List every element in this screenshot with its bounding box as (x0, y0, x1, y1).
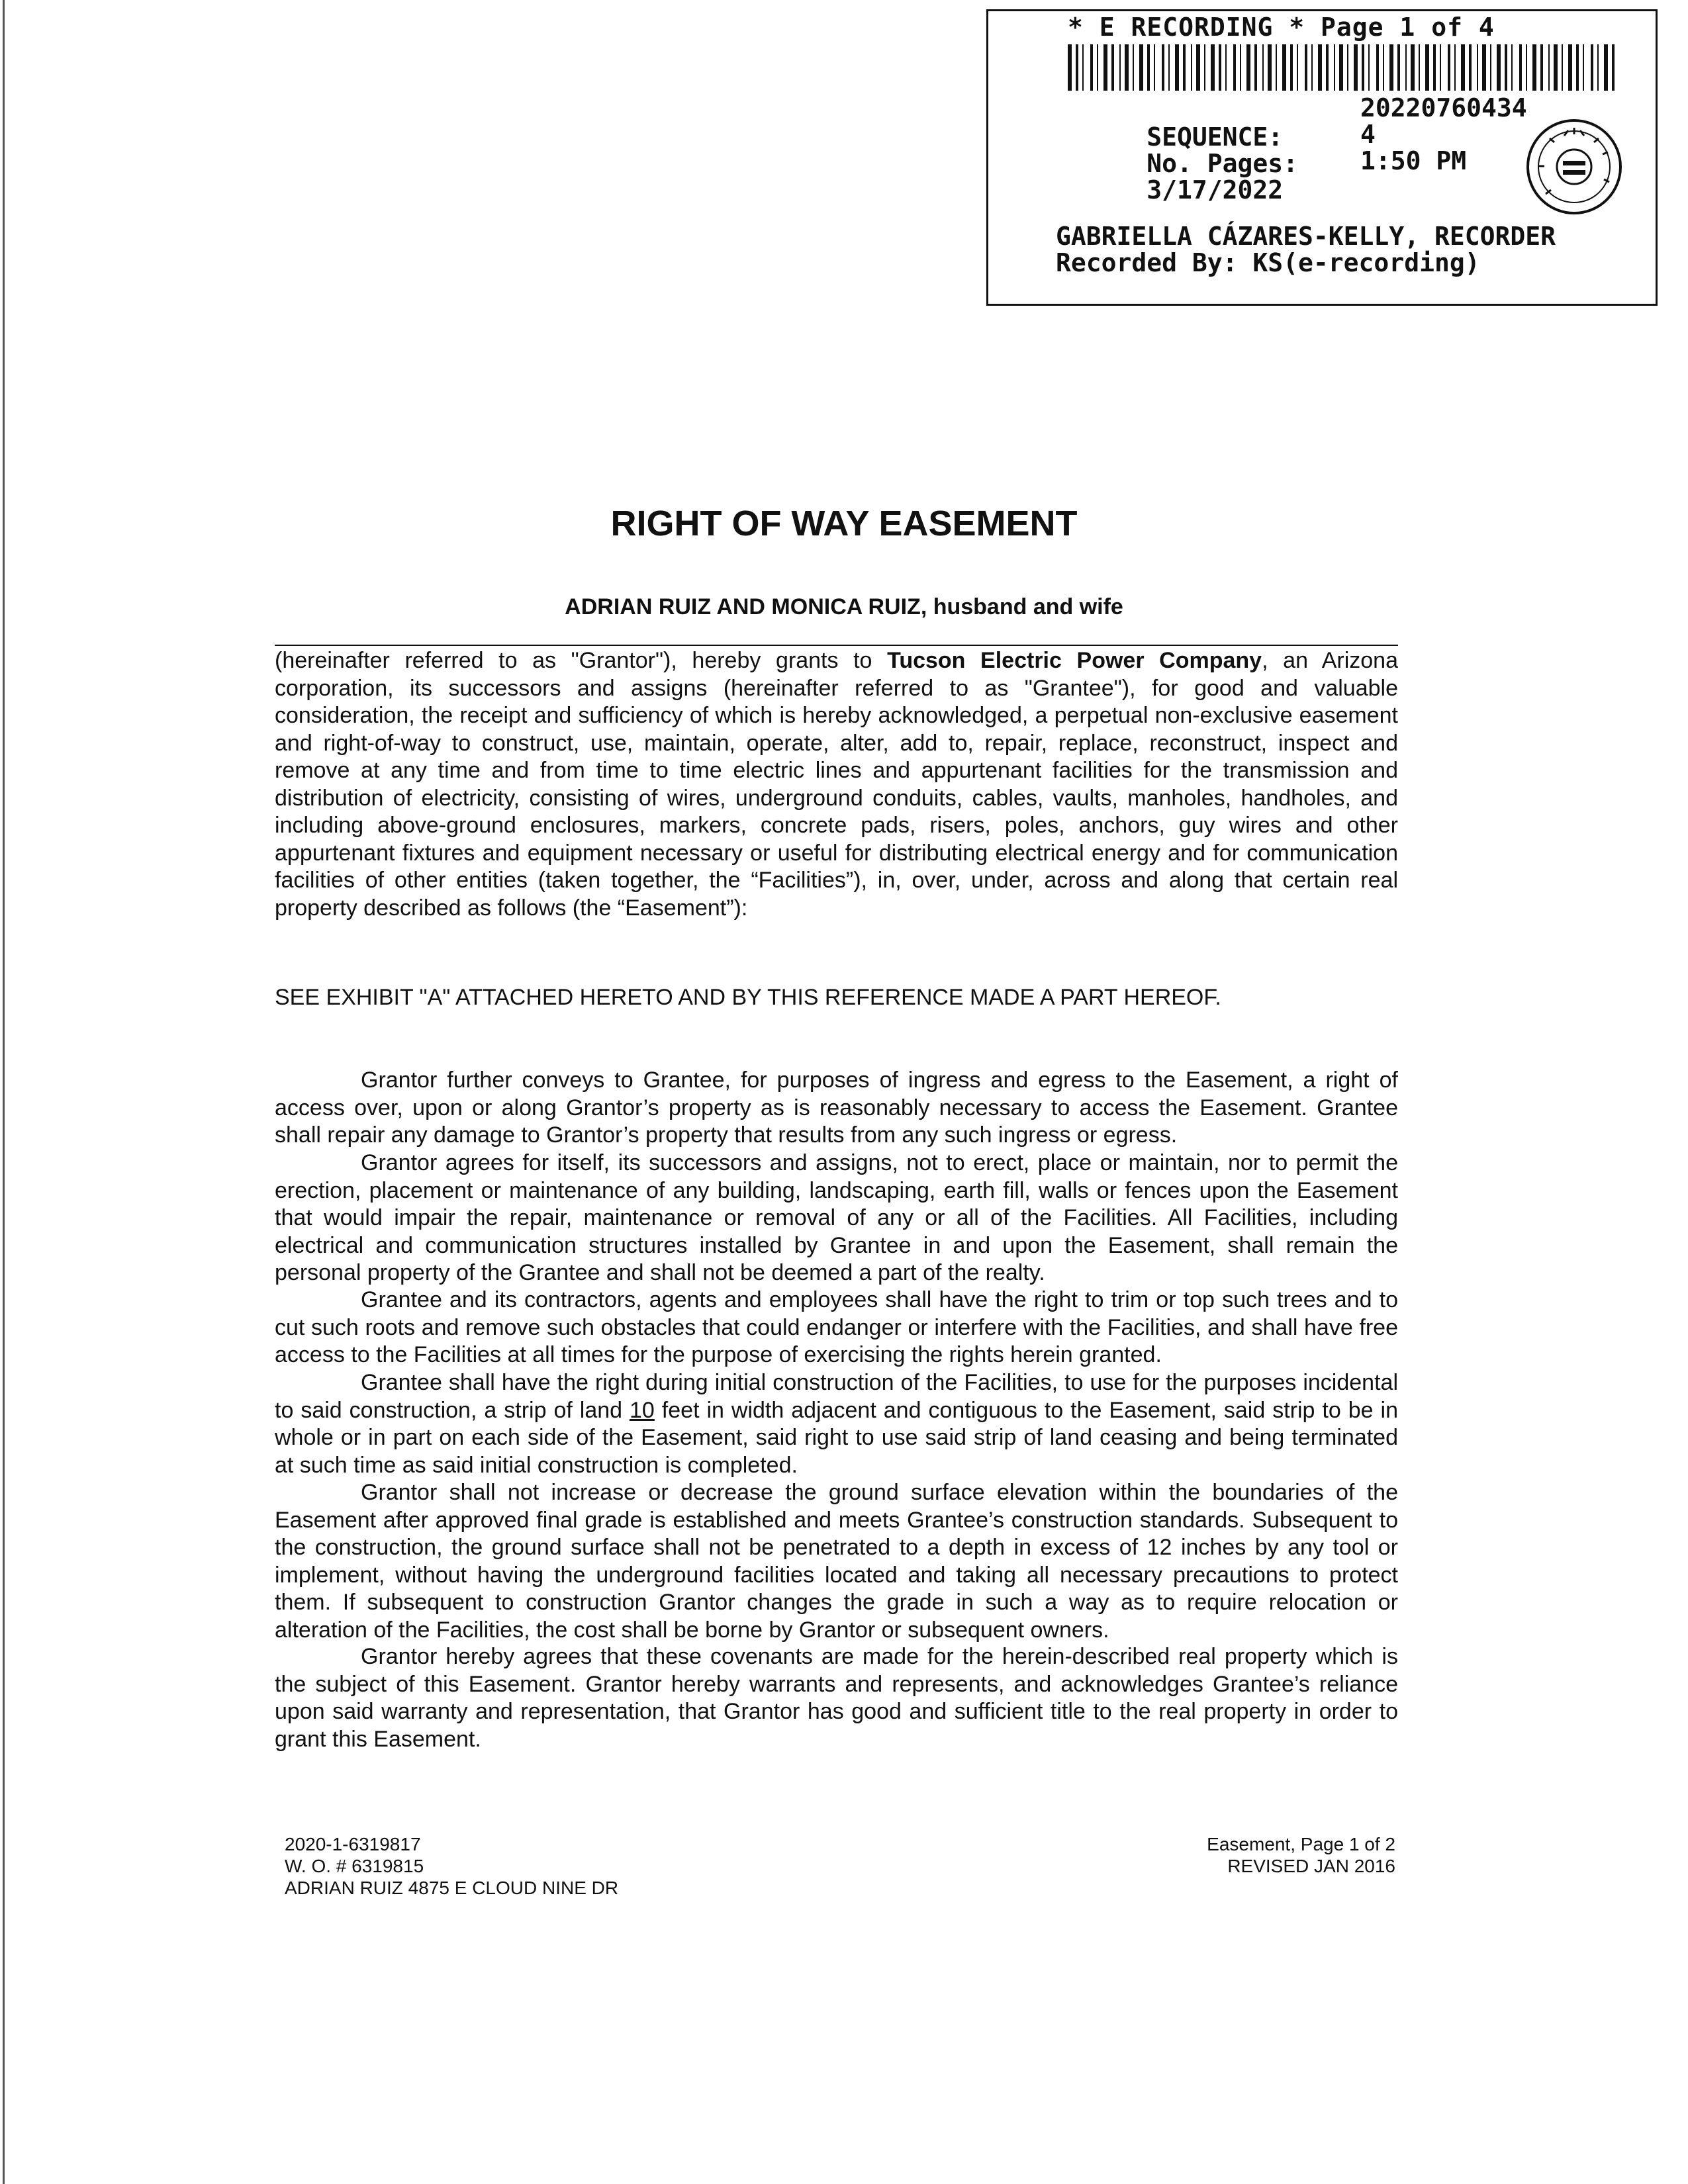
record-time: 1:50 PM (1360, 146, 1467, 175)
footer-right (1207, 1833, 1395, 1877)
barcode-bar (1454, 44, 1456, 91)
barcode-bar (1076, 44, 1078, 91)
barcode-bar (1440, 44, 1441, 91)
barcode-bar (1326, 44, 1329, 91)
record-date: 3/17/2022 (1147, 175, 1284, 205)
barcode-bar (1612, 44, 1615, 91)
barcode-bar (1405, 44, 1407, 91)
barcode-bar (1168, 44, 1170, 91)
grantor-name: ADRIAN RUIZ AND MONICA RUIZ, husband and wife (565, 594, 1123, 619)
barcode-bar (1568, 44, 1572, 91)
barcode-bar (1305, 44, 1307, 91)
barcode-bar (1482, 44, 1486, 91)
barcode-bar (1591, 44, 1593, 91)
barcode-bar (1254, 44, 1257, 91)
barcode-bar (1490, 44, 1491, 91)
barcode-bar (1240, 44, 1241, 91)
footer-page-number: Easement, Page 1 of 2 (1207, 1834, 1395, 1854)
barcode-bar (1597, 44, 1599, 91)
barcode-bar (1318, 44, 1322, 91)
barcode-bar (1196, 44, 1200, 91)
barcode-bar (1419, 44, 1420, 91)
barcode-bar (1425, 44, 1429, 91)
grant-text-start: (hereinafter referred to as "Grantor"), hereby grants to (275, 648, 888, 673)
barcode-bar (1347, 44, 1348, 91)
barcode (1068, 44, 1617, 91)
recording-stamp (986, 9, 1658, 306)
pages-label: No. Pages: (1147, 149, 1299, 178)
footer-revision: REVISED JAN 2016 (1227, 1856, 1395, 1876)
barcode-bar (1133, 44, 1134, 91)
barcode-bar (1191, 44, 1192, 91)
recorded-by: Recorded By: KS(e-recording) (1056, 248, 1480, 277)
grantee-name: Tucson Electric Power Company (887, 648, 1262, 673)
barcode-bar (1397, 44, 1400, 91)
barcode-bar (1290, 44, 1293, 91)
barcode-bar (1548, 44, 1550, 91)
barcode-bar (1268, 44, 1272, 91)
barcode-bar (1082, 44, 1084, 91)
barcode-bar (1362, 44, 1364, 91)
barcode-bar (1119, 44, 1121, 91)
barcode-bar (1511, 44, 1513, 91)
construction-strip-paragraph (275, 1369, 1398, 1479)
barcode-bar (1532, 44, 1536, 91)
access-paragraph: Grantor further conveys to Grantee, for purposes of ingress and egress to the Easement, a right of access over, upon or along Grantor’s property as is reasonably necessary to access the Easement. Grantee shall repair any damage to Grantor’s property that results from any such ingress or egress. (275, 1068, 1398, 1148)
barcode-bar (1339, 44, 1343, 91)
sequence-label: SEQUENCE: (1147, 122, 1284, 152)
barcode-bar (1469, 44, 1472, 91)
grantor-underline (275, 645, 1398, 646)
strip-text-start: Grantee shall have the right during initial construction of the Facilities, to use for the purposes incidental to said construction, a strip of land (275, 1370, 1398, 1423)
recorder-name: GABRIELLA CÁZARES-KELLY, RECORDER (1056, 222, 1556, 251)
barcode-bar (1376, 44, 1379, 91)
grant-text-end: , an Arizona corporation, its successors and assigns (hereinafter referred to as "Grantee"), for good and valuable consideration, the receipt and sufficiency of which is hereby acknowledged, a perpetual non-exclusive easement and right-of-way to construct, use, maintain, operate, alter, add to, repair, replace, reconstruct, inspect and remove at any time and from time to time electric lines and appurtenant facilities for the transmission and distribution of electricity, consisting of wires, underground conduits, cables, vaults, manholes, handholes, and including above-ground enclosures, markers, concrete pads, risers, poles, anchors, guy wires and other appurtenant fixtures and equipment necessary or useful for distributing electrical energy and for communication facilities of other entities (taken together, the “Facilities”), in, over, under, across and along that certain real property described as follows (the “Easement”): (275, 648, 1398, 921)
barcode-bar (1276, 44, 1277, 91)
grant-paragraph (275, 647, 1398, 922)
barcode-bar (1125, 44, 1129, 91)
barcode-bar (1139, 44, 1143, 91)
barcode-bar (1461, 44, 1465, 91)
document-title: RIGHT OF WAY EASEMENT (610, 504, 1078, 543)
barcode-bar (1175, 44, 1179, 91)
barcode-bar (1334, 44, 1335, 91)
barcode-bar (1162, 44, 1164, 91)
sequence-value: 20220760434 (1360, 93, 1527, 122)
barcode-bar (1262, 44, 1264, 91)
pages-value: 4 (1360, 120, 1376, 149)
barcode-bar (1103, 44, 1107, 91)
barcode-bar (1225, 44, 1227, 91)
barcode-bar (1448, 44, 1450, 91)
barcode-bar (1282, 44, 1286, 91)
trimming-paragraph: Grantee and its contractors, agents and employees shall have the right to trim or top such trees and to cut such roots and remove such obstacles that could endanger or interfere with the Facilities, and shall have free access to the Facilities at all times for the purpose of exercising the rights herein granted. (275, 1287, 1398, 1367)
barcode-bar (1583, 44, 1584, 91)
footer-file-number: 2020-1-6319817 (285, 1834, 421, 1854)
barcode-bar (1233, 44, 1236, 91)
footer-left (285, 1833, 618, 1899)
barcode-bar (1368, 44, 1370, 91)
barcode-bar (1154, 44, 1155, 91)
restrictions-paragraph: Grantor agrees for itself, its successors and assigns, not to erect, place or maintain, nor to permit the erection, placement or maintenance of any building, landscaping, earth fill, walls or fences upon the Easement that would impair the repair, maintenance or removal of any or all of the Facilities. All Facilities, including electrical and communication structures installed by Grantee in and upon the Easement, shall remain the personal property of the Grantee and shall not be deemed a part of the realty. (275, 1150, 1398, 1285)
barcode-bar (1354, 44, 1358, 91)
barcode-bar (1383, 44, 1384, 91)
barcode-bar (1411, 44, 1415, 91)
barcode-bar (1211, 44, 1215, 91)
barcode-bar (1604, 44, 1608, 91)
barcode-bar (1554, 44, 1558, 91)
barcode-bar (1562, 44, 1563, 91)
barcode-bar (1433, 44, 1436, 91)
barcode-bar (1090, 44, 1093, 91)
barcode-bar (1147, 44, 1150, 91)
barcode-bar (1505, 44, 1507, 91)
barcode-bar (1068, 44, 1072, 91)
title-warranty-paragraph: Grantor hereby agrees that these covenants are made for the herein-described real property which is the subject of this Easement. Grantor hereby warrants and represents, and acknowledges Grantee’s reliance upon said warranty and representation, that Grantor has good and sufficient title to the real property in order to grant this Easement. (275, 1644, 1398, 1752)
exhibit-reference: SEE EXHIBIT "A" ATTACHED HERETO AND BY THIS REFERENCE MADE A PART HEREOF. (275, 985, 1221, 1010)
barcode-bar (1297, 44, 1298, 91)
barcode-bar (1311, 44, 1313, 91)
barcode-bar (1519, 44, 1522, 91)
barcode-bar (1497, 44, 1501, 91)
scan-edge (3, 0, 5, 2184)
barcode-bar (1183, 44, 1186, 91)
county-recorder-seal-icon (1524, 117, 1624, 216)
barcode-bar (1111, 44, 1114, 91)
barcode-bar (1246, 44, 1250, 91)
barcode-bar (1097, 44, 1098, 91)
barcode-bar (1389, 44, 1393, 91)
grade-paragraph: Grantor shall not increase or decrease the ground surface elevation within the boundaries of the Easement after approved final grade is established and meets Grantee’s construction standards. Subsequent to the construction, the ground surface shall not be penetrated to a depth in excess of 12 inches by any tool or implement, without having the underground facilities located and taking all necessary precautions to protect them. If subsequent to construction Grantor changes the grade in such a way as to require relocation or alteration of the Facilities, the cost shall be borne by Grantor or subsequent owners. (275, 1480, 1398, 1643)
barcode-bar (1540, 44, 1543, 91)
barcode-bar (1576, 44, 1579, 91)
barcode-bar (1526, 44, 1527, 91)
barcode-bar (1219, 44, 1221, 91)
barcode-bar (1204, 44, 1205, 91)
footer-work-order: W. O. # 6319815 (285, 1856, 424, 1876)
barcode-bar (1477, 44, 1478, 91)
footer-owner-address: ADRIAN RUIZ 4875 E CLOUD NINE DR (285, 1878, 619, 1898)
strip-text-end: feet in width adjacent and contiguous to the Easement, said strip to be in whole or in part on each side of the Easement, said right to use said strip of land ceasing and being terminated at such time as said initial construction is completed. (275, 1397, 1398, 1478)
strip-width: 10 (630, 1397, 655, 1423)
stamp-header: * E RECORDING * Page 1 of 4 (1068, 13, 1495, 42)
